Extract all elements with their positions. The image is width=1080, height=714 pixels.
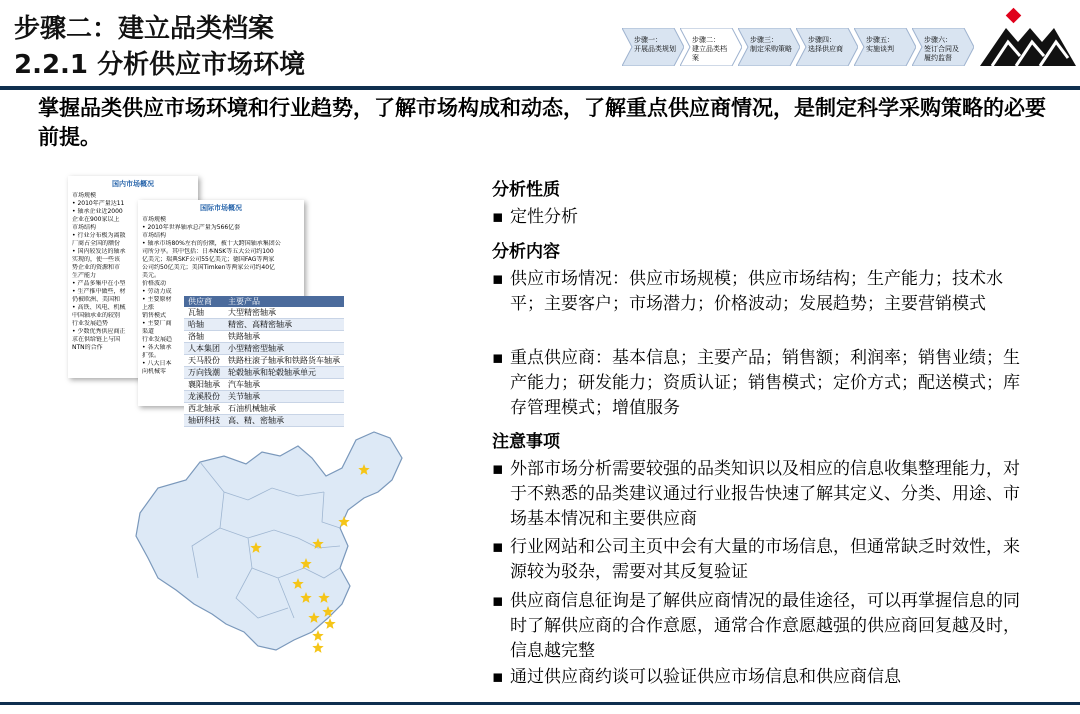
doc-line: • 国内较发达的轴承 — [72, 248, 126, 255]
table-cell: 大型精密轴承 — [224, 307, 344, 319]
bullet-icon: ▪ — [492, 207, 504, 227]
list-item: ▪ 行业网站和公司主页中会有大量的市场信息，但通常缺乏时效性，来源较为驳杂，需要对其反复验证 — [492, 537, 1020, 582]
company-logo-icon — [978, 6, 1078, 70]
table-header: 供应商 — [184, 296, 224, 307]
supplier-location-star-icon — [312, 642, 323, 653]
doc-line: 美元。 — [142, 272, 161, 279]
doc-line: 公司约50亿美元；美国Timken等两家公司约40亿 — [142, 264, 276, 271]
step-label: 开展品类规划 — [634, 45, 676, 53]
doc-line: • 高铁、风电、机械 — [72, 304, 126, 311]
doc-line: 市场规模 — [142, 216, 167, 223]
bullet-icon: ▪ — [492, 269, 504, 289]
doc-line: • 各大轴承 — [142, 344, 172, 351]
table-cell: 襄阳轴承 — [184, 379, 224, 391]
table-cell: 西北轴承 — [184, 403, 224, 415]
doc-line: 向机械零 — [142, 368, 167, 375]
table-cell: 铁路轴承 — [224, 331, 344, 343]
intro-text: 掌握品类供应市场环境和行业趋势，了解市场构成和动态，了解重点供应商情况，是制定科学采购策略的必要前提。 — [38, 96, 1046, 149]
doc-line: 厂商占全国的额份 — [72, 240, 121, 247]
table-cell: 瓦轴 — [184, 307, 224, 319]
table-row — [184, 379, 344, 391]
table-cell: 石油机械轴承 — [224, 403, 344, 415]
doc-line: 上涨 — [142, 304, 155, 311]
step-label: 步骤三： — [750, 36, 778, 44]
doc-line: 价格波动 — [142, 280, 167, 287]
doc-line: • 主要原材 — [142, 296, 172, 303]
table-cell: 精密、高精密轴承 — [224, 319, 344, 331]
table-cell: 轴研科技 — [184, 415, 224, 427]
bullet-icon: ▪ — [492, 591, 504, 611]
process-step — [912, 28, 974, 66]
table-cell: 万向钱潮 — [184, 367, 224, 379]
table-cell: 小型精密型轴承 — [224, 343, 344, 355]
doc-line: 扩张。 — [142, 352, 161, 359]
doc-line: 市场结构 — [142, 232, 167, 239]
doc-line: NTN的合作 — [72, 344, 103, 351]
doc-line: 市场结构 — [72, 224, 97, 231]
doc-line: 司所分享。其中包括：日本NSK等五大公司约100 — [142, 248, 274, 255]
doc-line: • 少数优秀供应商正 — [72, 328, 126, 335]
table-cell: 龙溪股份 — [184, 391, 224, 403]
step-label: 履约监督 — [924, 54, 952, 62]
doc-line: • 轴承企业近2000 — [72, 208, 123, 215]
step-label: 步骤一： — [634, 36, 662, 44]
doc-line: 亿美元；瑞典SKF公司55亿美元；德国FAG等两家 — [142, 256, 275, 263]
china-map — [128, 418, 418, 658]
table-cell: 关节轴承 — [224, 391, 344, 403]
table-row — [184, 391, 344, 403]
doc-line: • 八大日本 — [142, 360, 172, 367]
doc-line: 销售模式 — [142, 312, 167, 319]
process-step — [796, 28, 858, 66]
table-row — [184, 343, 344, 355]
table-header: 主要产品 — [224, 296, 344, 307]
step-label: 建立品类档 — [692, 45, 727, 53]
doc-line: 市场规模 — [72, 192, 97, 199]
step-label: 选择供应商 — [808, 45, 843, 53]
doc-line: • 劳动力成 — [142, 288, 172, 295]
bullet-icon: ▪ — [492, 537, 504, 557]
doc-line: • 2010年世界轴承总产量为566亿套 — [142, 224, 241, 231]
doc-title: 国际市场概况 — [200, 204, 242, 212]
table-cell: 人本集团 — [184, 343, 224, 355]
table-row — [184, 307, 344, 319]
process-steps — [622, 28, 974, 66]
doc-line: • 产品多集中在小型 — [72, 280, 126, 287]
step-label: 签订合同及 — [924, 45, 959, 53]
doc-line: 渠道 — [142, 328, 155, 335]
list-item: ▪ 定性分析 — [492, 205, 1032, 230]
step-label: 步骤二： — [692, 36, 720, 44]
bullet-icon: ▪ — [492, 667, 504, 687]
list-item: ▪ 外部市场分析需要较强的品类知识以及相应的信息收集整理能力，对于不熟悉的品类建议通过行业报告快速了解其定义、分类、用途、市场基本情况和主要供应商 — [492, 459, 1020, 529]
doc-line: 行业发展趋势 — [72, 320, 109, 327]
table-cell: 铁路柱滚子轴承和铁路货车轴承 — [224, 355, 344, 367]
doc-line: • 主要厂商 — [142, 320, 172, 327]
list-item: ▪ 供应商信息征询是了解供应商情况的最佳途径，可以再掌握信息的同时了解供应商的合作意愿，通常合作意愿越强的供应商回复越及时，信息越完整 — [492, 591, 1020, 661]
section-title-nature: 分析性质 — [492, 180, 560, 200]
footer-divider — [0, 702, 1080, 705]
table-row — [184, 367, 344, 379]
table-row — [184, 319, 344, 331]
list-item: ▪ 供应市场情况：供应市场规模；供应市场结构；生产能力；技术水平；主要客户；市场潜力；价格波动；发展趋势；主要营销模式 — [492, 269, 1003, 314]
doc-line: 求在供给链上与国 — [72, 336, 121, 343]
header-divider — [0, 86, 1080, 90]
table-row — [184, 403, 344, 415]
doc-line: 势企业的资源和市 — [72, 264, 121, 271]
list-item: ▪ 重点供应商：基本信息；主要产品；销售额；利润率；销售业绩；生产能力；研发能力；资质认证；销售模式；定价方式；配送模式；库存管理模式；增值服务 — [492, 348, 1020, 418]
doc-line: 中国轴承业的较别 — [72, 312, 121, 319]
doc-line: • 2010年产量达11 — [72, 200, 125, 207]
doc-title: 国内市场概况 — [112, 180, 154, 188]
doc-line: 实现的，使一些该 — [72, 256, 121, 263]
section-title-content: 分析内容 — [492, 242, 560, 262]
step-label: 步骤四： — [808, 36, 836, 44]
bullet-icon: ▪ — [492, 348, 504, 368]
doc-line: 行业发展趋 — [142, 336, 173, 343]
process-step — [622, 28, 684, 66]
table-cell: 哈轴 — [184, 319, 224, 331]
step-label: 制定采购策略 — [750, 45, 792, 53]
supplier-table — [184, 296, 344, 427]
table-cell: 天马股份 — [184, 355, 224, 367]
table-cell: 高、精、密轴承 — [224, 415, 344, 427]
bullet-icon: ▪ — [492, 459, 504, 479]
doc-line: 生产能力 — [72, 272, 97, 279]
doc-line: • 行业分布极为离散 — [72, 232, 126, 239]
step-label: 步骤五： — [866, 36, 894, 44]
section-title-notes: 注意事项 — [492, 432, 560, 452]
table-cell: 轮毂轴承和轮毂轴承单元 — [224, 367, 344, 379]
process-step — [854, 28, 916, 66]
doc-line: • 轴承市场80%左右的份额，被十大跨国轴承集团公 — [142, 240, 281, 247]
process-step — [738, 28, 800, 66]
doc-line: • 生产推中做些，材 — [72, 288, 126, 295]
step-label: 步骤六： — [924, 36, 952, 44]
doc-line: 仍被欧洲、美国和 — [72, 296, 121, 303]
step-label: 案 — [692, 54, 699, 62]
supplier-location-star-icon — [312, 630, 323, 641]
list-item: ▪ 通过供应商约谈可以验证供应市场信息和供应商信息 — [492, 665, 1032, 690]
doc-line: 企业在900家以上 — [72, 216, 120, 223]
table-cell: 汽车轴承 — [224, 379, 344, 391]
step-label: 实施谈判 — [866, 45, 894, 53]
process-step — [680, 28, 742, 66]
table-cell: 洛轴 — [184, 331, 224, 343]
page-title: 步骤二：建立品类档案 — [14, 14, 275, 44]
table-row — [184, 331, 344, 343]
table-row — [184, 355, 344, 367]
page-subtitle: 2.2.1 分析供应市场环境 — [14, 50, 306, 80]
